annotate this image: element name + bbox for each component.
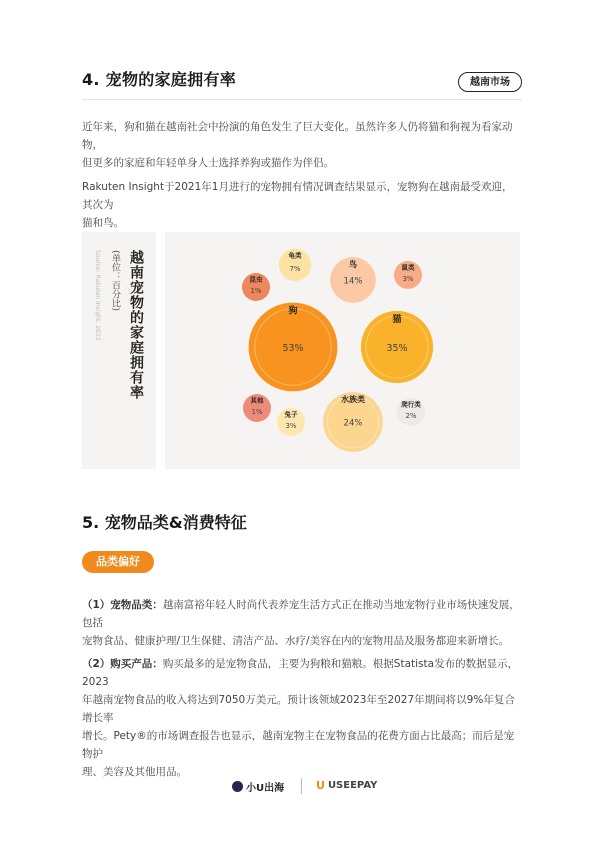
survey-line-1: Rakuten Insight于2021年1月进行的宠物拥有情况调查结果显示，宠物狗在越南最受欢迎，其次为 [82, 181, 513, 211]
bubble-label: 昆虫 [249, 275, 263, 284]
useepay-logo-mark: U [316, 779, 325, 792]
chart-unit: (单位：百分比) [110, 250, 120, 312]
bubble-value: 2% [405, 411, 417, 420]
intro-line-1: 近年来，狗和猫在越南社会中扮演的角色发生了巨大变化。虽然许多人仍将猫和狗视为看家动物， [82, 121, 513, 151]
bubble-chart-panel [165, 232, 520, 469]
bubble-value: 35% [386, 343, 408, 355]
bubble-value: 3% [285, 421, 297, 430]
bubble-label: 水族类 [341, 395, 365, 405]
purchase-text-c: 增长。Pety®的市场调查报告也显示，越南宠物主在宠物食品的花费方面占比最高；而后是宠物护 [82, 730, 515, 760]
bubble-value: 53% [282, 343, 304, 355]
bubble-label: 爬行类 [401, 400, 421, 409]
bubble-0 [249, 303, 338, 392]
purchase-text-a: 购买最多的是宠物食品，主要为狗粮和猫粮。根据Statista发布的数据显示，2023 [82, 658, 519, 688]
bubble-value: 1% [251, 407, 263, 416]
bubble-7 [397, 398, 425, 426]
bubble-value: 24% [343, 418, 363, 429]
survey-paragraph [82, 178, 522, 232]
purchase-label: （2）购买产品： [82, 658, 163, 670]
purchase-text-d: 理、美容及其他用品。 [82, 766, 187, 778]
chart-title: 越南宠物的家庭拥有率 [128, 250, 144, 400]
pet-category-text-b: 宠物食品、健康护理/卫生保健、清洁产品、水疗/美容在内的宠物用品及服务都迎来新增长。 [82, 635, 510, 647]
bubble-label: 龟类 [288, 251, 302, 260]
bubble-label: 其他 [250, 396, 264, 405]
bubble-value: 7% [289, 264, 301, 273]
xiaou-logo [232, 779, 284, 794]
bubble-1 [361, 311, 433, 383]
bubble-chart [165, 232, 520, 469]
pet-category-text-a: 越南富裕年轻人时尚代表养宠生活方式正在推动当地宠物行业市场快速发展，包括 [82, 599, 520, 629]
purchase-paragraph [82, 655, 522, 781]
pet-category-label: （1）宠物品类： [82, 599, 163, 611]
chart-source: Source: Rakuten Insight, 2022 [94, 250, 101, 341]
bubble-label: 鼠类 [401, 263, 415, 272]
bubble-5 [394, 261, 422, 289]
footer-divider [301, 778, 302, 794]
bubble-value: 14% [343, 276, 363, 287]
category-preference-badge: 品类偏好 [82, 551, 154, 573]
bubble-value: 1% [250, 286, 262, 295]
bubble-6 [277, 408, 305, 436]
useepay-logo [316, 779, 377, 792]
section-4-title: 4. 宠物的家庭拥有率 [82, 70, 237, 89]
chart-title-panel [82, 232, 156, 469]
xiaou-logo-text: 小U出海 [246, 783, 285, 794]
bubble-9 [243, 394, 271, 422]
intro-line-2: 但更多的家庭和年轻单身人士选择养狗或猫作为伴侣。 [82, 157, 334, 169]
bubble-label: 兔子 [284, 410, 298, 419]
divider-line [82, 99, 522, 100]
bubble-4 [279, 249, 311, 281]
useepay-logo-text: USEEPAY [327, 780, 378, 791]
bubble-8 [242, 273, 270, 301]
survey-line-2: 猫和鸟。 [82, 217, 124, 229]
bubble-value: 3% [402, 274, 414, 283]
bubble-label: 猫 [392, 314, 402, 325]
purchase-text-b: 年越南宠物食品的收入将达到7050万美元。预计该领域2023年至2027年期间将以9%年复合增长率 [82, 694, 515, 724]
xiaou-logo-icon [232, 781, 243, 792]
section-5-title: 5. 宠物品类&消费特征 [82, 513, 247, 532]
bubble-3 [330, 257, 376, 303]
bubble-2 [323, 392, 383, 452]
bubble-label: 鸟 [349, 260, 357, 270]
market-tag: 越南市场 [458, 72, 522, 92]
pet-category-paragraph [82, 596, 522, 650]
intro-paragraph [82, 118, 522, 172]
bubble-label: 狗 [288, 306, 298, 317]
